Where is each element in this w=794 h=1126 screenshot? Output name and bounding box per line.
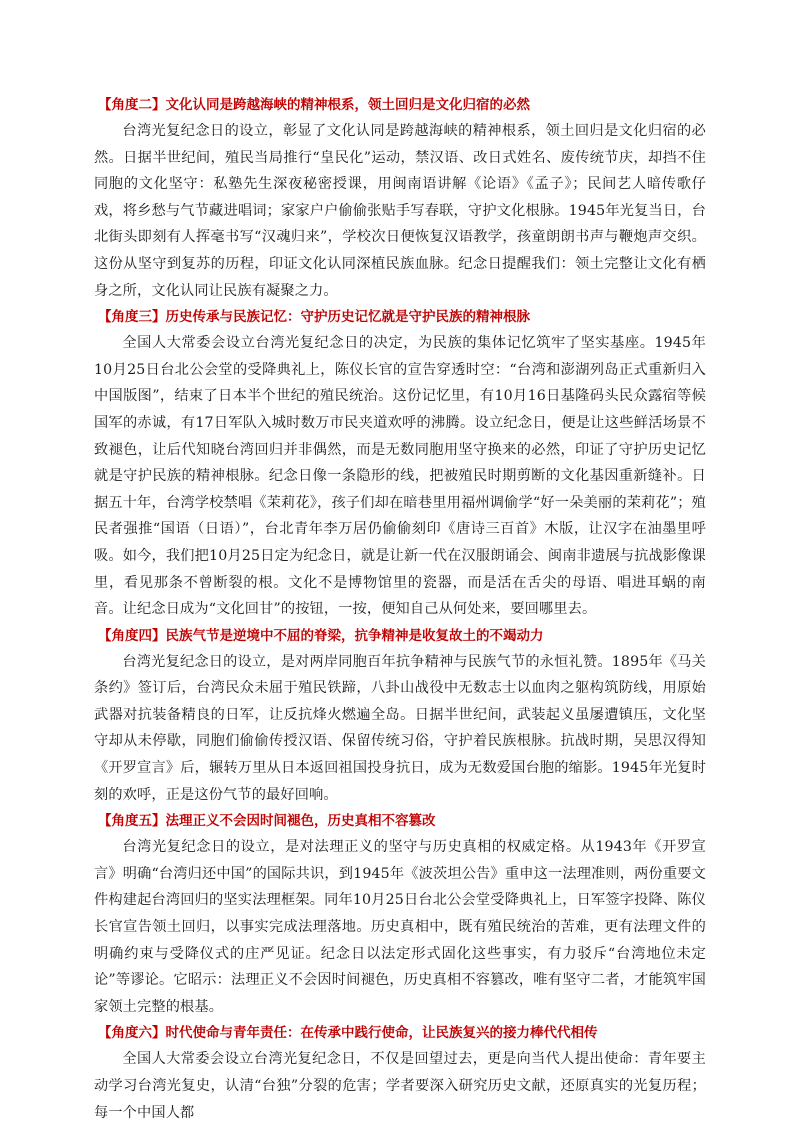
- section-paragraph: 台湾光复纪念日的设立，是对法理正义的坚守与历史真相的权威定格。从1943年《开罗宣言》明确“台湾归还中国”的国际共识，到1945年《波茨坦公告》重申这一法理准则，两份重要文件构建起台湾回归的坚实法理框架。同年10月25日台北公会堂受降典礼上，日军签字投降、陈仪长官宣告领土回归，以事实完成法理落地。历史真相中，既有殖民统治的苦难，更有法理文件的明确约束与受降仪式的庄严见证。纪念日以法定形式固化这些事实，有力驳斥“台湾地位未定论”等谬论。它昭示：法理正义不会因时间褪色，历史真相不容篡改，唯有坚守二者，才能筑牢国家领土完整的根基。: [94, 839, 706, 1015]
- section-angle-6: [94, 1020, 706, 1126]
- section-paragraph: 全国人大常委会设立台湾光复纪念日，不仅是回望过去，更是向当代人提出使命：青年要主动学习台湾光复史，认清“台独”分裂的危害；学者要深入研究历史文献，还原真实的光复历程；每一个中国人都: [94, 1051, 706, 1121]
- section-heading: 【角度三】历史传承与民族记忆：守护历史记忆就是守护民族的精神根脉: [98, 309, 530, 326]
- section-angle-4: [94, 623, 706, 809]
- section-heading: 【角度四】民族气节是逆境中不屈的脊梁，抗争精神是收复故土的不竭动力: [98, 627, 544, 644]
- section-paragraph: 台湾光复纪念日的设立，是对两岸同胞百年抗争精神与民族气节的永恒礼赞。1895年《马关条约》签订后，台湾民众未屈于殖民铁蹄，八卦山战役中无数志士以血肉之躯构筑防线，用原始武器对抗装备精良的日军，让反抗烽火燃遍全岛。日据半世纪间，武装起义虽屡遭镇压，文化坚守却从未停歇，同胞们偷偷传授汉语、保留传统习俗，守护着民族根脉。抗战时期，吴思汉得知《开罗宣言》后，辗转万里从日本返回祖国投身抗日，成为无数爱国台胞的缩影。1945年光复时刻的欢呼，正是这份气节的最好回响。: [94, 653, 706, 803]
- section-heading: 【角度二】文化认同是跨越海峡的精神根系，领土回归是文化归宿的必然: [98, 97, 530, 113]
- section-heading: 【角度五】法理正义不会因时间褪色，历史真相不容篡改: [98, 813, 436, 830]
- section-paragraph: 全国人大常委会设立台湾光复纪念日的决定，为民族的集体记忆筑牢了坚实基座。1945年10月25日台北公会堂的受降典礼上，陈仪长官的宣告穿透时空：“台湾和澎湖列岛正式重新归入中国版图”，结束了日本半个世纪的殖民统治。这份记忆里，有10月16日基隆码头民众露宿等候国军的赤诚，有17日军队入城时数万市民夹道欢呼的沸腾。设立纪念日，便是让这些鲜活场景不致褪色，让后代知晓台湾回归并非偶然，而是无数同胞用坚守换来的必然，印证了守护历史记忆就是守护民族的精神根脉。纪念日像一条隐形的线，把被殖民时期剪断的文化基因重新缝补。日据五十年，台湾学校禁唱《茉莉花》，孩子们却在暗巷里用福州调偷学“好一朵美丽的茉莉花”；殖民者强推“国语（日语）”，台北青年李万居仍偷偷刻印《唐诗三百首》木版，让汉字在油墨里呼吸。如今，我们把10月25日定为纪念日，就是让新一代在汉服朗诵会、闽南非遗展与抗战影像课里，看见那条不曾断裂的根。文化不是博物馆里的瓷器，而是活在舌尖的母语、唱进耳蜗的南音。让纪念日成为“文化回甘”的按钮，一按，便知自己从何处来，要回哪里去。: [94, 335, 706, 618]
- section-angle-3: [94, 304, 706, 623]
- section-angle-5: [94, 808, 706, 1020]
- section-angle-2: [94, 92, 706, 304]
- section-paragraph: 台湾光复纪念日的设立，彰显了文化认同是跨越海峡的精神根系，领土回归是文化归宿的必然。日据半世纪间，殖民当局推行“皇民化”运动，禁汉语、改日式姓名、废传统节庆，却挡不住同胞的文化坚守：私塾先生深夜秘密授课，用闽南语讲解《论语》《孟子》；民间艺人暗传歌仔戏，将乡愁与气节藏进唱词；家家户户偷偷张贴手写春联，守护文化根脉。1945年光复当日，台北街头即刻有人挥毫书写“汉魂归来”，学校次日便恢复汉语教学，孩童朗朗书声与鞭炮声交织。这份从坚守到复苏的历程，印证文化认同深植民族血脉。纪念日提醒我们：领土完整让文化有栖身之所，文化认同让民族有凝聚之力。: [94, 123, 706, 299]
- section-heading: 【角度六】时代使命与青年责任：在传承中践行使命，让民族复兴的接力棒代代相传: [98, 1025, 598, 1042]
